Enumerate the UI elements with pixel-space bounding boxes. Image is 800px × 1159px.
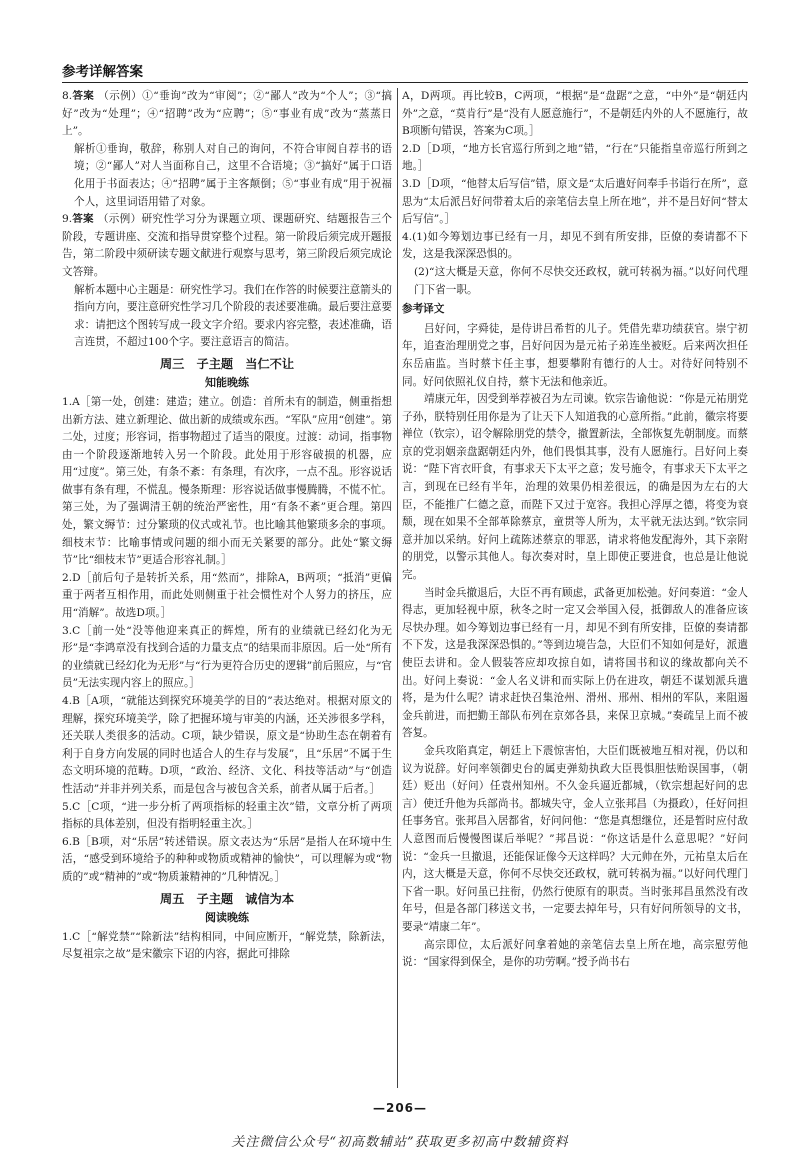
question-9-explanation xyxy=(74,282,392,352)
column-divider xyxy=(397,88,398,1088)
page-header-title: 参考详解答案 xyxy=(62,64,143,80)
explain-text: 本题中心主题是：研究性学习。我们在作答的时候要注意箭头的指向方向，要注意研究性学习几个阶段的表述要准确。最后要注意要求：请把这个图转写成一段文字介绍。要求内容完整，表述准确，语言连贯，不超过100个字。要注意语言的简洁。 xyxy=(74,283,392,349)
item-number: 4. xyxy=(62,695,73,707)
answer-item xyxy=(62,623,392,693)
answer-item xyxy=(414,264,748,299)
answer-item xyxy=(62,834,392,887)
continuation-text: A，D两项。再比较B，C两项，“根据”是“盘踞”之意，“中外”是“朝廷内外”之意，“莫肯行”是“没有人愿意施行”，不是朝廷内外的人不愿施行，故B项断句错误，答案为C项。］ xyxy=(402,90,748,138)
item-text: B［B项，对“乐居”转述错误。原文表达为“乐居”是指人在环境中生活，“感受到环境给予的种种或物质或精神的愉快”，可以理解为或“物质的”或“精神的”或“物质兼精神的”几种情况。］ xyxy=(62,835,392,883)
item-text: B［A项，“就能达到探究环境美学的目的”表达绝对。根据对原文的理解，探究环境美学，除了把握环境与审美的内涵，还关涉很多学科，还关联人类很多的活动。C项，缺少错误，原文是“协助生态在朝着有利于自身方向发展的同时也适合人的生存与发展”，且“乐居”不属于生态文明环境的范畴。D项，“政治、经济、文化、科技等活动”与“创造性活动”并非并列关系，而是包含与被包含关系，前者从属于后者。］ xyxy=(62,695,392,795)
item-number: 4. xyxy=(402,230,413,243)
answer-item xyxy=(62,394,392,570)
answer-item xyxy=(402,141,748,176)
translation-paragraph: 吕好问，字舜徒，是侍讲吕希哲的儿子。凭借先辈功绩获官。崇宁初年，追查治理朋党之事，吕好问因为是元祐子弟连坐被贬。后来两次担任东岳庙监。当时蔡卞任主事，想要攀附有德行的人士。对待好问特别不同。好问依照礼仪自持，蔡卞无法和他亲近。 xyxy=(402,322,748,388)
answer-text: （示例）研究性学习分为课题立项、课题研究、结题报告三个阶段，专题讲座、交流和指导贯穿整个过程。第一阶段后须完成开题报告，第二阶段中须研读专题文献进行观察与思考，第三阶段后须完成论文答辩。 xyxy=(62,213,392,278)
explain-label: 解析 xyxy=(74,142,96,155)
item-number: 1. xyxy=(62,930,73,943)
page-number: —206— xyxy=(372,1101,428,1115)
item-text: (2)“这大概是天意，你何不尽快交还政权，就可转祸为福。”以好问代理门下省一职。 xyxy=(414,265,748,296)
footer-note: 关注微信公众号“初高数辅站”获取更多初高中数辅资料 xyxy=(231,1135,569,1150)
answer-label: 答案 xyxy=(72,90,95,102)
item-text: A［第一处，创建：建造；建立。创造：首所未有的制造，侧重指想出新方法、建立新理论、做出新的成绩或东西。“军队”应用“创建”。第二处，过度；形容词，指事物超过了适当的限度。过渡：动词，指事物由一个阶段逐渐地转入另一个阶段。此处用于形容破损的机器，应用“过度”。第三处，有条不紊：有条理，有次序，一点不乱。形容说话做事有条有理，不慌乱。慢条斯理：形容说话做事慢腾腾，不慌不忙。第三处，为了强调清王朝的统治严密性，用“有条不紊”更合理。第四处，繁文缛节：过分繁琐的仪式或礼节。也比喻其他繁琐多余的事项。细枝末节：比喻事情或问题的细小而无关紧要的部分。此处“繁文缛节”比“细枝末节”更适合形容礼制。］ xyxy=(62,395,392,567)
question-8-explanation xyxy=(74,141,392,211)
translation-paragraph: 高宗即位，太后派好问拿着她的亲笔信去皇上所在地，高宗慰劳他说：“国家得到保全，是你的功劳啊。”授予尚书右 xyxy=(402,938,748,969)
answer-item xyxy=(62,799,392,834)
section-subtitle: 知能晚练 xyxy=(205,375,249,389)
translation-paragraph: 当时金兵撤退后，大臣不再有顾虑，武备更加松弛。好问奏道：“金人得志，更加轻视中原，秋冬之时一定又会举国入侵，抵御敌人的准备应该尽快办理。如今筹划边事已经有一月，却见不到有所安排，臣僚的奏请都不下发，这是我深深恐惧的。”等到边境告急，大臣们不知如何是好，派遣使臣去讲和。金人假装答应却攻掠自如，请将国书和议的缘故都向关不出。好问上奏说：“金人名义讲和而实际上仍在进攻，朝廷不谋划派兵遣将，是为什么呢？请求赶快召集沧州、滑州、邢州、相州的军队，来阻遏金兵前进，而把勤王部队布列在京郊各县，来保卫京城。”奏疏呈上而不被答复。 xyxy=(402,586,748,740)
item-number: 6. xyxy=(62,835,73,848)
item-number: 2. xyxy=(402,142,413,155)
answer-item xyxy=(402,176,748,229)
explain-text: ①垂询，敬辞，称别人对自己的询问，不符合审阅自荐书的语境；②“鄙人”对人当面称自己，这里不合语境；③“搞好”属于口语化用于书面表达；④“招聘”属于主客颠倒；⑤“事业有成”用于祝福个人，这里词语用错了对象。 xyxy=(74,142,392,208)
right-column xyxy=(402,88,748,1088)
left-column xyxy=(62,88,392,1088)
item-text: D［前后句子是转折关系，用“然而”，排除A，B两项；“抵消”更偏重于两者互相作用，而此处则侧重于社会惯性对个人努力的挤压，应用“消解”。故选D项。］ xyxy=(62,571,392,620)
answer-item xyxy=(62,929,392,964)
section-title: 周三 子主题 当仁不让 xyxy=(159,356,295,371)
answer-item xyxy=(402,229,748,264)
question-number: 8. xyxy=(62,90,73,102)
translation-paragraph: 靖康元年，因受到举荐被召为左司谏。钦宗告谕他说：“你是元祐朋党子孙，朕特别任用你是为了让天下人知道我的心意所指。”此前，徽宗将要禅位（钦宗），诏令解除朋党的禁令，撤置新法，全部恢复先朝制度。而蔡京的党羽姻亲盘踞朝廷内外，他们畏惧其事，没有人愿施行。吕好问上奏说：“陛下宵衣旰食，有事求天下太平之意；发号施令，有事求天下太平之言，到现在已经有半年，治理的效果仍相差很远，的确是因为左右的大臣，不能推广仁德之意，而陛下又过于宽容。我担心浮厚之德，将变为衰颓，现在如果不全部革除蔡京，童贯等人所为，太平就无法达到。”钦宗同意并加以采纳。好问上疏陈述蔡京的罪恶，请求将他发配海外，其下亲附的朋党，以警示其他人。每次奏对时，皇上即使正要进食，也总是让他说完。 xyxy=(402,393,748,582)
item-number: 5. xyxy=(62,800,73,813)
section-subtitle: 阅读晚练 xyxy=(205,910,249,924)
item-number: 3. xyxy=(62,624,73,637)
answer-item xyxy=(62,570,392,623)
question-8 xyxy=(62,88,392,141)
section-title: 周五 子主题 诚信为本 xyxy=(159,891,295,906)
explain-label: 解析 xyxy=(74,283,96,296)
question-number: 9. xyxy=(62,213,73,226)
question-9 xyxy=(62,211,392,281)
header-rule xyxy=(62,82,748,83)
item-text: C［前一处“没等他迎来真正的辉煌，所有的业绩就已经幻化为无形”是“李鸿章没有找到合适的力量支点”的结果而非原因。后一处“所有的业绩就已经幻化为无形”与“行为更符合历史的逻辑”前后照应，与“官员”无法实现内容上的照应。］ xyxy=(62,624,392,690)
item-number: 2. xyxy=(62,571,73,584)
answer-item xyxy=(62,693,392,799)
item-text: D［D项，“他替太后写信”错，原文是“太后遣好问奉手书诣行在所”，意思为“太后派吕好问带着太后的亲笔信去皇上所在地”，并不是吕好问“替太后写信”。］ xyxy=(402,177,748,226)
item-text: C［“解党禁”“除新法”结构相同，中间应断开，“解党禁，除新法，尽复祖宗之故”是宋徽宗下诏的内容，据此可排除 xyxy=(62,930,392,961)
translation-paragraph: 金兵攻陷真定，朝廷上下震惊害怕，大臣们既被地互相对视，仍以和议为说辞。好问率领御史台的属吏弹劾执政大臣畏惧胆怯贻误国事，（朝廷）贬出（好问）任袁州知州。不久金兵逼近都城，（钦宗想起好问的忠言）使迁升他为兵部尚书。都城失守，金人立张邦昌（为摄政），任好问担任事务官。张邦昌入居都省，好问问他：“您是真想继位，还是暂时应付敌人意图而后慢慢图谋后举呢？”邦昌说：“你这话是什么意思呢？”好问说：“金兵一旦撤退，还能保证像今天这样吗？大元帅在外，元祐皇太后在内，这大概是天意，你何不尽快交还政权，就可转祸为福。”以好问代理门下省一职。好问虽已拄衔，仍然行使原有的职责。当时张邦昌虽然没有改年号，但是各部门移送文书，一定要去掉年号，只有好问所领导的文书，要录“靖康二年”。 xyxy=(402,744,748,933)
item-text: D［D项，“地方长官巡行所到之地”错，“行在”只能指皇帝巡行所到之地。］ xyxy=(402,142,748,173)
item-text: C［C项，“进一步分析了两项指标的轻重主次”错，文章分析了两项指标的具体差别，但没有指明轻重主次。］ xyxy=(62,800,392,831)
item-number: 3. xyxy=(402,177,413,190)
item-text: (1)如今筹划边事已经有一月，却见不到有所安排，臣僚的奏请都不下发，这是我深深恐惧的。 xyxy=(402,230,748,261)
translation-heading: 参考译文 xyxy=(402,303,445,316)
item-number: 1. xyxy=(62,395,73,408)
answer-label: 答案 xyxy=(72,213,94,226)
answer-text: （示例）①“垂询”改为“审阅”；②“鄙人”改为“个人”；③“搞好”改为“处理”；④“招聘”改为“应聘”；⑤“事业有成”改为“蒸蒸日上”。 xyxy=(62,90,392,138)
